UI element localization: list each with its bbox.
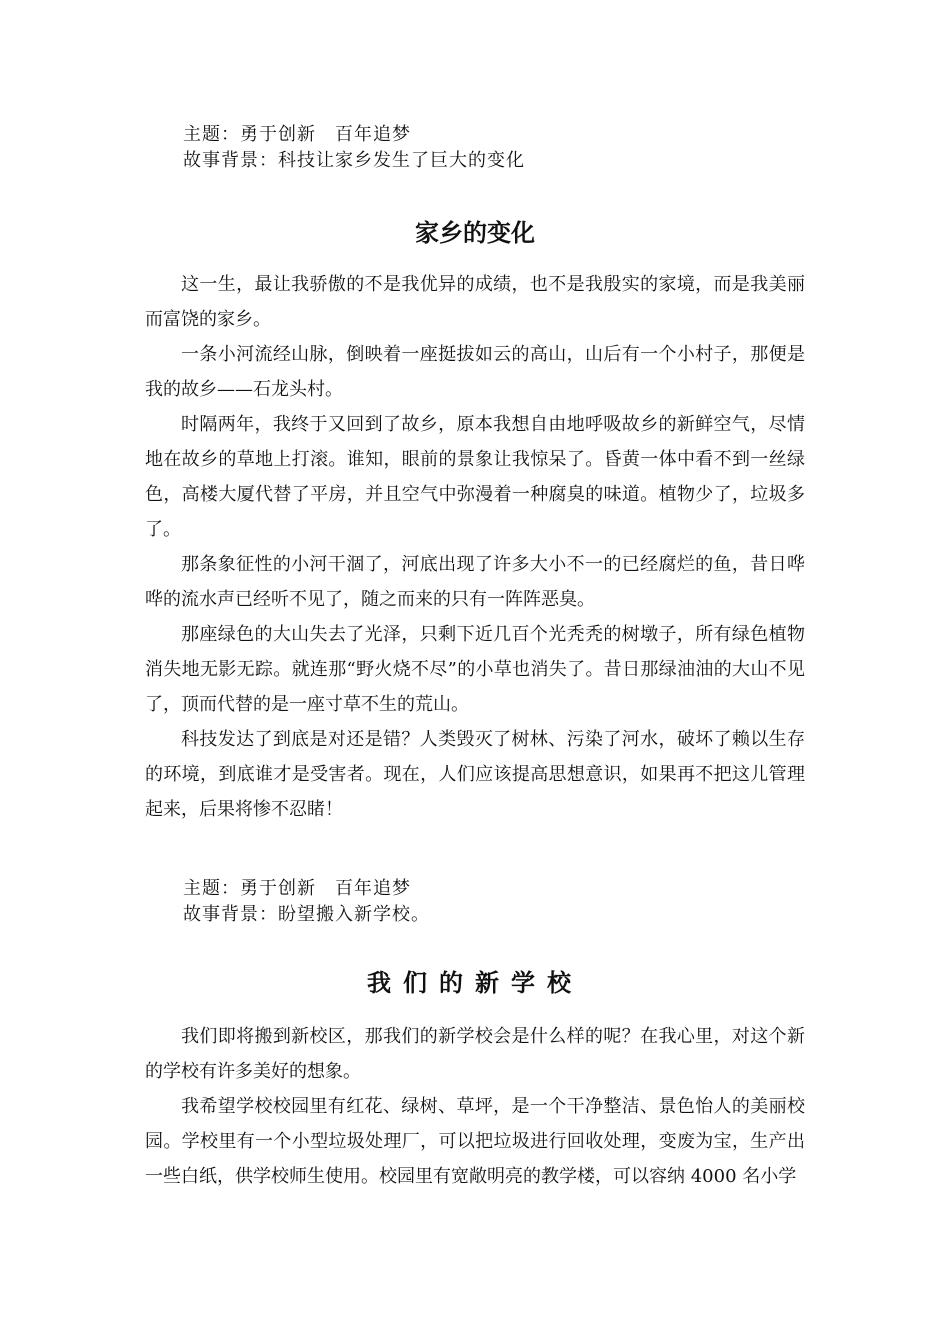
background-line: 故事背景：科技让家乡发生了巨大的变化 <box>183 150 525 171</box>
paragraph: 我们即将搬到新校区，那我们的新学校会是什么样的呢？在我心里，对这个新的学校有许多美好的想象。 <box>145 1026 805 1082</box>
story-meta-2 <box>183 876 430 928</box>
story-meta-1 <box>183 122 525 174</box>
paragraph: 这一生，最让我骄傲的不是我优异的成绩，也不是我殷实的家境，而是我美丽而富饶的家乡。 <box>145 274 805 330</box>
essay-title: 我们的新学校 <box>367 969 583 997</box>
essay-body-2 <box>145 1019 805 1194</box>
paragraph: 我希望学校校园里有红花、绿树、草坪，是一个干净整洁、景色怡人的美丽校园。学校里有一个小型垃圾处理厂，可以把垃圾进行回收处理，变废为宝，生产出一些白纸，供学校师生使用。校园里有宽敞明亮的教学楼，可以容纳 4000 名小学 <box>145 1096 805 1187</box>
essay-body-1 <box>145 267 805 827</box>
background-line: 故事背景：盼望搬入新学校。 <box>183 904 430 925</box>
essay-title: 家乡的变化 <box>415 219 535 247</box>
theme-line: 主题：勇于创新 百年追梦 <box>183 878 411 899</box>
paragraph: 科技发达了到底是对还是错？人类毁灭了树林、污染了河水，破坏了赖以生存的环境，到底谁才是受害者。现在，人们应该提高思想意识，如果再不把这儿管理起来，后果将惨不忍睹！ <box>145 729 805 820</box>
theme-line: 主题：勇于创新 百年追梦 <box>183 124 411 145</box>
paragraph: 一条小河流经山脉，倒映着一座挺拔如云的高山，山后有一个小村子，那便是我的故乡——石龙头村。 <box>145 344 805 400</box>
paragraph: 时隔两年，我终于又回到了故乡，原本我想自由地呼吸故乡的新鲜空气，尽情地在故乡的草地上打滚。谁知，眼前的景象让我惊呆了。昏黄一体中看不到一丝绿色，高楼大厦代替了平房，并且空气中弥漫着一种腐臭的味道。植物少了，垃圾多了。 <box>145 414 805 540</box>
paragraph: 那座绿色的大山失去了光泽，只剩下近几百个光秃秃的树墩子，所有绿色植物消失地无影无踪。就连那“野火烧不尽”的小草也消失了。昔日那绿油油的大山不见了，顶而代替的是一座寸草不生的荒山。 <box>145 624 805 715</box>
paragraph: 那条象征性的小河干涸了，河底出现了许多大小不一的已经腐烂的鱼，昔日哗哗的流水声已经听不见了，随之而来的只有一阵阵恶臭。 <box>145 554 805 610</box>
